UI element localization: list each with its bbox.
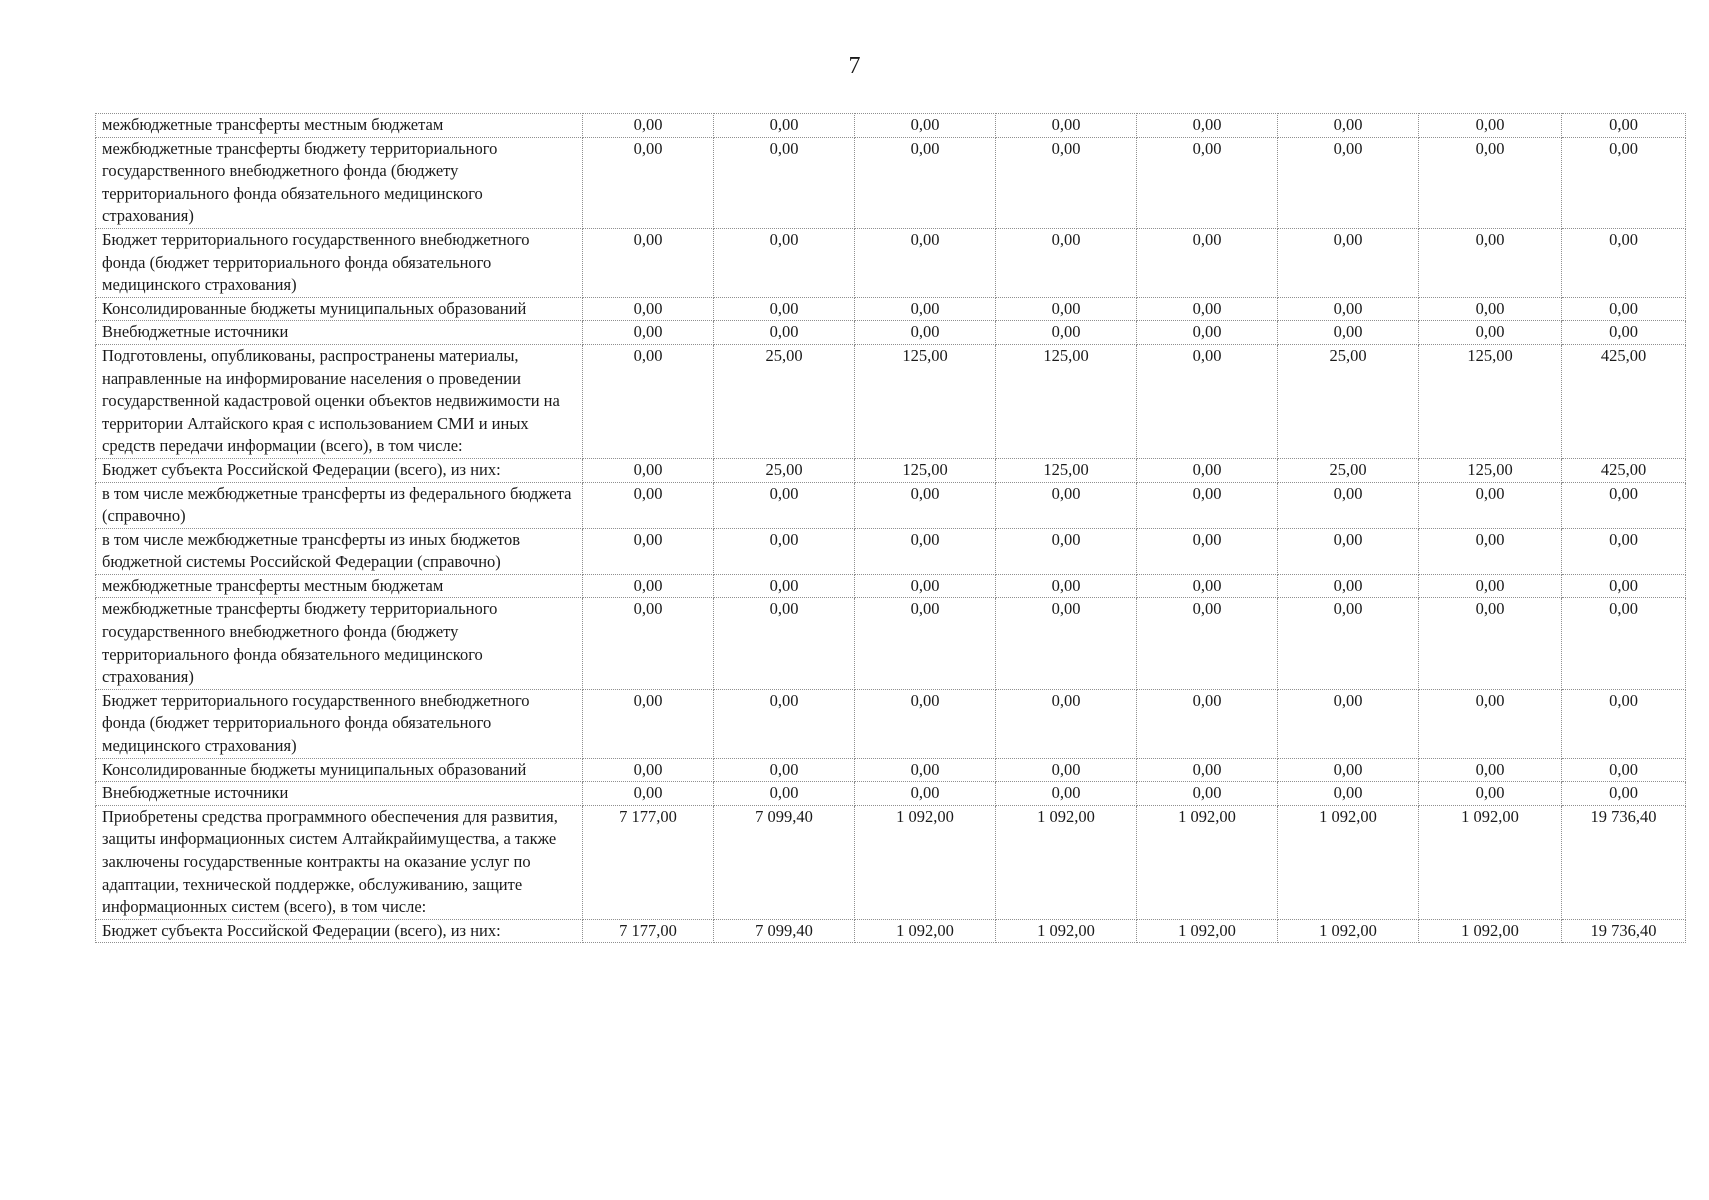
value-cell: 19 736,40 bbox=[1562, 805, 1686, 919]
page-number: 7 bbox=[848, 53, 861, 79]
value-cell: 0,00 bbox=[996, 482, 1137, 528]
value-cell: 0,00 bbox=[714, 758, 855, 782]
value-cell: 0,00 bbox=[1419, 528, 1562, 574]
value-cell: 25,00 bbox=[1278, 458, 1419, 482]
value-cell: 0,00 bbox=[714, 321, 855, 345]
table-row bbox=[96, 919, 1686, 943]
value-cell: 0,00 bbox=[996, 574, 1137, 598]
value-cell: 0,00 bbox=[583, 344, 714, 458]
table-row bbox=[96, 297, 1686, 321]
value-cell: 1 092,00 bbox=[1419, 805, 1562, 919]
value-cell: 0,00 bbox=[714, 114, 855, 138]
value-cell: 0,00 bbox=[714, 598, 855, 689]
value-cell: 0,00 bbox=[583, 228, 714, 297]
value-cell: 0,00 bbox=[1137, 114, 1278, 138]
value-cell: 0,00 bbox=[1562, 297, 1686, 321]
value-cell: 0,00 bbox=[996, 782, 1137, 806]
value-cell: 1 092,00 bbox=[1137, 805, 1278, 919]
value-cell: 125,00 bbox=[996, 458, 1137, 482]
value-cell: 0,00 bbox=[1278, 758, 1419, 782]
value-cell: 25,00 bbox=[714, 344, 855, 458]
value-cell: 0,00 bbox=[1419, 114, 1562, 138]
value-cell: 1 092,00 bbox=[1137, 919, 1278, 943]
row-label: Внебюджетные источники bbox=[96, 782, 583, 806]
value-cell: 0,00 bbox=[714, 137, 855, 228]
value-cell: 0,00 bbox=[855, 574, 996, 598]
value-cell: 0,00 bbox=[996, 598, 1137, 689]
value-cell: 0,00 bbox=[714, 482, 855, 528]
value-cell: 0,00 bbox=[855, 114, 996, 138]
value-cell: 0,00 bbox=[583, 297, 714, 321]
value-cell: 25,00 bbox=[714, 458, 855, 482]
value-cell: 1 092,00 bbox=[1278, 805, 1419, 919]
value-cell: 0,00 bbox=[1278, 482, 1419, 528]
table-row bbox=[96, 598, 1686, 689]
value-cell: 0,00 bbox=[714, 528, 855, 574]
value-cell: 1 092,00 bbox=[855, 919, 996, 943]
value-cell: 0,00 bbox=[855, 758, 996, 782]
value-cell: 0,00 bbox=[1562, 482, 1686, 528]
value-cell: 0,00 bbox=[1137, 482, 1278, 528]
value-cell: 0,00 bbox=[1562, 137, 1686, 228]
value-cell: 0,00 bbox=[1562, 689, 1686, 758]
value-cell: 0,00 bbox=[855, 482, 996, 528]
value-cell: 125,00 bbox=[855, 344, 996, 458]
value-cell: 0,00 bbox=[1278, 689, 1419, 758]
value-cell: 0,00 bbox=[1137, 598, 1278, 689]
value-cell: 0,00 bbox=[1278, 137, 1419, 228]
value-cell: 0,00 bbox=[1278, 528, 1419, 574]
value-cell: 0,00 bbox=[1419, 228, 1562, 297]
value-cell: 125,00 bbox=[1419, 458, 1562, 482]
value-cell: 1 092,00 bbox=[996, 805, 1137, 919]
value-cell: 0,00 bbox=[855, 528, 996, 574]
row-label: Бюджет территориального государственного внебюджетного фонда (бюджет территориального фонда обязательного медицинского страхования) bbox=[96, 689, 583, 758]
table-row bbox=[96, 344, 1686, 458]
value-cell: 0,00 bbox=[855, 228, 996, 297]
value-cell: 0,00 bbox=[855, 321, 996, 345]
value-cell: 0,00 bbox=[1137, 782, 1278, 806]
value-cell: 0,00 bbox=[855, 782, 996, 806]
value-cell: 0,00 bbox=[583, 782, 714, 806]
value-cell: 0,00 bbox=[996, 228, 1137, 297]
row-label: Бюджет субъекта Российской Федерации (всего), из них: bbox=[96, 458, 583, 482]
value-cell: 0,00 bbox=[1562, 321, 1686, 345]
value-cell: 0,00 bbox=[1137, 344, 1278, 458]
value-cell: 0,00 bbox=[855, 689, 996, 758]
value-cell: 0,00 bbox=[1137, 321, 1278, 345]
value-cell: 0,00 bbox=[1137, 528, 1278, 574]
value-cell: 0,00 bbox=[583, 458, 714, 482]
value-cell: 0,00 bbox=[583, 758, 714, 782]
value-cell: 0,00 bbox=[1562, 758, 1686, 782]
row-label: Бюджет территориального государственного внебюджетного фонда (бюджет территориального фонда обязательного медицинского страхования) bbox=[96, 228, 583, 297]
value-cell: 125,00 bbox=[996, 344, 1137, 458]
value-cell: 0,00 bbox=[583, 689, 714, 758]
value-cell: 0,00 bbox=[1419, 297, 1562, 321]
value-cell: 0,00 bbox=[1562, 228, 1686, 297]
value-cell: 0,00 bbox=[996, 689, 1137, 758]
row-label: Подготовлены, опубликованы, распространены материалы, направленные на информирование населения о проведении государственной кадастровой оценки объектов недвижимости на территории Алтайского края с использованием СМИ и иных средств передачи информации (всего), в том числе: bbox=[96, 344, 583, 458]
value-cell: 0,00 bbox=[1562, 114, 1686, 138]
value-cell: 0,00 bbox=[1278, 228, 1419, 297]
table-row bbox=[96, 689, 1686, 758]
value-cell: 0,00 bbox=[996, 297, 1137, 321]
table-row bbox=[96, 805, 1686, 919]
table-row bbox=[96, 458, 1686, 482]
value-cell: 0,00 bbox=[1137, 137, 1278, 228]
value-cell: 0,00 bbox=[714, 228, 855, 297]
value-cell: 0,00 bbox=[1278, 598, 1419, 689]
value-cell: 1 092,00 bbox=[1419, 919, 1562, 943]
value-cell: 0,00 bbox=[583, 137, 714, 228]
budget-table bbox=[95, 113, 1686, 943]
value-cell: 0,00 bbox=[1278, 782, 1419, 806]
value-cell: 0,00 bbox=[1137, 458, 1278, 482]
value-cell: 125,00 bbox=[1419, 344, 1562, 458]
value-cell: 0,00 bbox=[1419, 482, 1562, 528]
row-label: Приобретены средства программного обеспечения для развития, защиты информационных систем Алтайкрайимущества, а также заключены государственные контракты на оказание услуг по адаптации, технической поддержке, обслуживанию, защите информационных систем (всего), в том числе: bbox=[96, 805, 583, 919]
value-cell: 0,00 bbox=[1137, 689, 1278, 758]
value-cell: 0,00 bbox=[1562, 782, 1686, 806]
value-cell: 425,00 bbox=[1562, 344, 1686, 458]
value-cell: 0,00 bbox=[1419, 598, 1562, 689]
value-cell: 0,00 bbox=[855, 598, 996, 689]
value-cell: 0,00 bbox=[996, 758, 1137, 782]
table-row bbox=[96, 758, 1686, 782]
row-label: Бюджет субъекта Российской Федерации (всего), из них: bbox=[96, 919, 583, 943]
table-row bbox=[96, 782, 1686, 806]
row-label: Консолидированные бюджеты муниципальных образований bbox=[96, 758, 583, 782]
value-cell: 19 736,40 bbox=[1562, 919, 1686, 943]
value-cell: 0,00 bbox=[583, 598, 714, 689]
row-label: Внебюджетные источники bbox=[96, 321, 583, 345]
value-cell: 0,00 bbox=[714, 782, 855, 806]
value-cell: 0,00 bbox=[714, 574, 855, 598]
value-cell: 0,00 bbox=[1419, 782, 1562, 806]
value-cell: 0,00 bbox=[1419, 137, 1562, 228]
value-cell: 7 177,00 bbox=[583, 805, 714, 919]
value-cell: 0,00 bbox=[1278, 297, 1419, 321]
value-cell: 0,00 bbox=[1419, 689, 1562, 758]
row-label: в том числе межбюджетные трансферты из иных бюджетов бюджетной системы Российской Федерации (справочно) bbox=[96, 528, 583, 574]
value-cell: 0,00 bbox=[1562, 574, 1686, 598]
row-label: межбюджетные трансферты бюджету территориального государственного внебюджетного фонда (бюджету территориального фонда обязательного медицинского страхования) bbox=[96, 137, 583, 228]
value-cell: 0,00 bbox=[1562, 598, 1686, 689]
value-cell: 1 092,00 bbox=[996, 919, 1137, 943]
table-row bbox=[96, 482, 1686, 528]
value-cell: 0,00 bbox=[583, 574, 714, 598]
value-cell: 0,00 bbox=[1419, 758, 1562, 782]
value-cell: 125,00 bbox=[855, 458, 996, 482]
row-label: межбюджетные трансферты местным бюджетам bbox=[96, 114, 583, 138]
row-label: межбюджетные трансферты местным бюджетам bbox=[96, 574, 583, 598]
row-label: в том числе межбюджетные трансферты из федерального бюджета (справочно) bbox=[96, 482, 583, 528]
value-cell: 0,00 bbox=[714, 689, 855, 758]
value-cell: 0,00 bbox=[1137, 574, 1278, 598]
value-cell: 0,00 bbox=[1562, 528, 1686, 574]
table-row bbox=[96, 321, 1686, 345]
value-cell: 0,00 bbox=[1278, 114, 1419, 138]
row-label: Консолидированные бюджеты муниципальных образований bbox=[96, 297, 583, 321]
table-body bbox=[96, 114, 1686, 943]
value-cell: 0,00 bbox=[1137, 297, 1278, 321]
value-cell: 7 099,40 bbox=[714, 919, 855, 943]
value-cell: 425,00 bbox=[1562, 458, 1686, 482]
value-cell: 0,00 bbox=[996, 137, 1137, 228]
table-row bbox=[96, 114, 1686, 138]
value-cell: 0,00 bbox=[583, 114, 714, 138]
value-cell: 0,00 bbox=[1278, 321, 1419, 345]
value-cell: 0,00 bbox=[714, 297, 855, 321]
value-cell: 0,00 bbox=[855, 137, 996, 228]
value-cell: 7 099,40 bbox=[714, 805, 855, 919]
value-cell: 1 092,00 bbox=[855, 805, 996, 919]
table-row bbox=[96, 528, 1686, 574]
value-cell: 0,00 bbox=[996, 528, 1137, 574]
value-cell: 0,00 bbox=[583, 528, 714, 574]
value-cell: 1 092,00 bbox=[1278, 919, 1419, 943]
value-cell: 0,00 bbox=[996, 114, 1137, 138]
table-row bbox=[96, 574, 1686, 598]
value-cell: 0,00 bbox=[855, 297, 996, 321]
table-row bbox=[96, 228, 1686, 297]
value-cell: 0,00 bbox=[583, 321, 714, 345]
table-row bbox=[96, 137, 1686, 228]
value-cell: 7 177,00 bbox=[583, 919, 714, 943]
value-cell: 0,00 bbox=[583, 482, 714, 528]
value-cell: 0,00 bbox=[1419, 574, 1562, 598]
value-cell: 0,00 bbox=[1278, 574, 1419, 598]
value-cell: 0,00 bbox=[1137, 228, 1278, 297]
value-cell: 25,00 bbox=[1278, 344, 1419, 458]
value-cell: 0,00 bbox=[996, 321, 1137, 345]
value-cell: 0,00 bbox=[1419, 321, 1562, 345]
row-label: межбюджетные трансферты бюджету территориального государственного внебюджетного фонда (бюджету территориального фонда обязательного медицинского страхования) bbox=[96, 598, 583, 689]
value-cell: 0,00 bbox=[1137, 758, 1278, 782]
